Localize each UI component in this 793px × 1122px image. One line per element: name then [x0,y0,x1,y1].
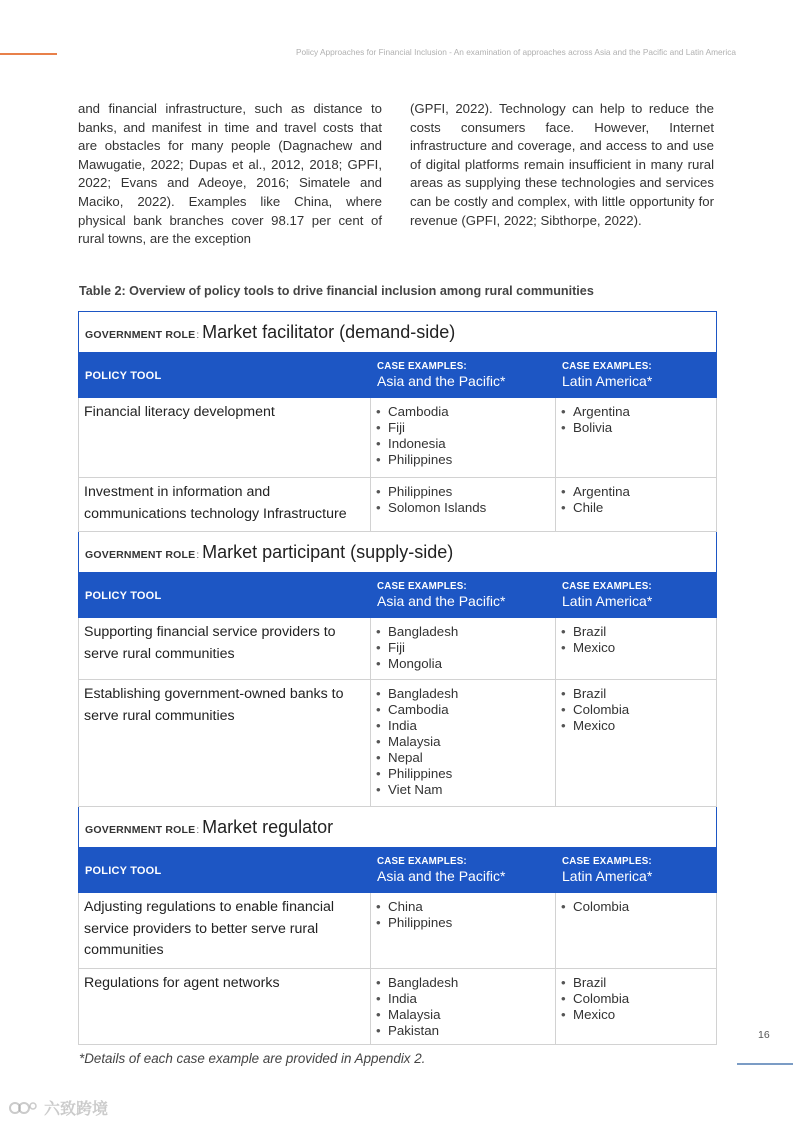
bullet-icon: • [561,640,566,655]
bullet-icon: • [376,640,381,655]
bullet-icon: • [561,990,566,1006]
policy-tool-cell: Financial literacy development [79,398,371,478]
bullet-icon: • [376,656,381,671]
case-examples-latam-cell [556,398,717,478]
list-item [561,640,711,656]
country-name: Mexico [573,1006,616,1022]
header-asia-label: Asia and the Pacific* [377,868,506,884]
bullet-icon: • [376,750,381,765]
table-header-row [79,353,717,398]
government-role-value: Market participant (supply-side) [202,541,454,562]
list-item [376,718,550,734]
bullet-icon: • [376,782,381,797]
table-header-row [79,573,717,618]
country-name: Philippines [388,766,453,781]
government-role-separator: : [196,824,200,836]
list-item [561,624,711,640]
country-name: Fiji [388,420,405,435]
bullet-icon: • [561,624,566,639]
government-role-row [79,807,717,848]
country-name: Pakistan [388,1022,439,1038]
case-examples-asia-list [376,899,550,931]
case-examples-asia-list [376,975,550,1039]
list-item [376,782,550,798]
list-item [376,991,550,1007]
country-name: Nepal [388,750,423,765]
country-name: India [388,718,417,733]
header-asia-label: Asia and the Pacific* [377,373,506,389]
header-case-examples-label: CASE EXAMPLES: [377,361,467,372]
case-examples-asia-cell [371,398,556,478]
header-asia [371,353,556,398]
list-item [561,975,711,991]
bullet-icon: • [376,452,381,467]
bullet-icon: • [376,686,381,701]
bullet-icon: • [376,734,381,749]
table-body [79,312,717,1045]
intro-left-column: and financial infrastructure, such as distance to banks, and manifest in time and travel costs that are obstacles for many people (Dagnachew and Mawugatie, 2022; Dupas et al., 2012, 2018; GPFI, 2022; Evans and Adeoye, 2016; Simatele and Maciko, 2022). Examples like China, where physical bank branches cover 98.17 per cent of rural towns, are the exception [78,101,382,247]
bullet-icon: • [376,1022,381,1038]
footer-accent-rule [737,1063,793,1065]
list-item [376,766,550,782]
policy-tool-cell: Adjusting regulations to enable financial service providers to better serve rural communities [79,893,371,969]
intro-text [78,100,714,249]
header-latam-label: Latin America* [562,868,653,884]
case-examples-latam-cell [556,968,717,1044]
page-number: 16 [758,1029,770,1041]
government-role-label: GOVERNMENT ROLE [85,823,196,836]
government-role-cell [79,807,717,848]
country-name: Chile [573,500,604,515]
case-examples-latam-list [561,624,711,656]
policy-tool-cell: Regulations for agent networks [79,968,371,1044]
bullet-icon: • [376,404,381,419]
bullet-icon: • [561,404,566,419]
list-item [376,452,550,468]
header-case-examples-label: CASE EXAMPLES: [562,361,652,372]
country-name: Philippines [388,484,453,499]
header-policy-tool-label: POLICY TOOL [85,370,162,382]
government-role-separator: : [196,329,200,341]
table-row [79,680,717,807]
bullet-icon: • [376,899,381,914]
country-name: Fiji [388,640,405,655]
policy-tool-cell: Investment in information and communications technology Infrastructure [79,478,371,532]
bullet-icon: • [376,766,381,781]
bullet-icon: • [561,1006,566,1022]
footnote: *Details of each case example are provided in Appendix 2. [79,1051,426,1066]
country-name: Malaysia [388,734,441,749]
list-item [561,500,711,516]
header-asia-label: Asia and the Pacific* [377,593,506,609]
policy-tools-table [78,311,717,1045]
case-examples-asia-cell [371,968,556,1044]
running-header: Policy Approaches for Financial Inclusion - An examination of approaches across Asia and the Pacific and Latin America [296,47,736,57]
header-policy-tool [79,573,371,618]
case-examples-asia-cell [371,618,556,680]
header-case-examples-label: CASE EXAMPLES: [377,856,467,867]
list-item [376,484,550,500]
country-name: Cambodia [388,404,449,419]
country-name: Colombia [573,899,630,914]
header-case-examples-label: CASE EXAMPLES: [377,581,467,592]
header-latam [556,848,717,893]
country-name: Argentina [573,484,630,499]
government-role-value: Market facilitator (demand-side) [202,321,456,342]
header-asia [371,848,556,893]
country-name: Philippines [388,452,453,467]
bullet-icon: • [376,974,381,990]
case-examples-asia-cell [371,893,556,969]
list-item [376,624,550,640]
government-role-cell [79,532,717,573]
case-examples-latam-cell [556,618,717,680]
country-name: Philippines [388,915,453,930]
bullet-icon: • [561,420,566,435]
list-item [561,702,711,718]
list-item [561,718,711,734]
policy-tool-cell: Establishing government-owned banks to serve rural communities [79,680,371,807]
bullet-icon: • [376,1006,381,1022]
bullet-icon: • [376,624,381,639]
case-examples-asia-list [376,686,550,798]
bullet-icon: • [376,436,381,451]
list-item [376,436,550,452]
intro-right-column: (GPFI, 2022). Technology can help to reduce the costs consumers face. However, Internet infrastructure and coverage, and access to and use of digital platforms remain insufficient in many rural areas as supplying these technologies and services can be costly and complex, with little opportunity for revenue (GPFI, 2022; Sibthorpe, 2022). [410,101,714,228]
country-name: Mexico [573,640,616,655]
case-examples-latam-list [561,899,711,915]
case-examples-asia-cell [371,478,556,532]
list-item [561,899,711,915]
bullet-icon: • [561,500,566,515]
government-role-cell [79,312,717,353]
list-item [376,750,550,766]
case-examples-latam-cell [556,478,717,532]
list-item [376,1023,550,1039]
country-name: Indonesia [388,436,446,451]
bullet-icon: • [376,420,381,435]
list-item [376,686,550,702]
table-header-row [79,848,717,893]
header-policy-tool [79,353,371,398]
case-examples-latam-list [561,404,711,436]
government-role-row [79,312,717,353]
country-name: Brazil [573,974,607,990]
watermark [8,1096,108,1119]
bullet-icon: • [561,702,566,717]
watermark-text: 六致跨境 [44,1101,109,1118]
case-examples-asia-list [376,404,550,468]
government-role-label: GOVERNMENT ROLE [85,328,196,341]
government-role-label: GOVERNMENT ROLE [85,548,196,561]
bullet-icon: • [376,500,381,515]
country-name: Mexico [573,718,616,733]
header-policy-tool-label: POLICY TOOL [85,590,162,602]
country-name: Viet Nam [388,782,443,797]
bullet-icon: • [561,718,566,733]
country-name: China [388,899,423,914]
list-item [561,484,711,500]
header-latam-label: Latin America* [562,373,653,389]
header-policy-tool-label: POLICY TOOL [85,865,162,877]
list-item [376,915,550,931]
list-item [376,899,550,915]
country-name: Cambodia [388,702,449,717]
bullet-icon: • [561,899,566,914]
table-row [79,893,717,969]
list-item [561,420,711,436]
country-name: Bangladesh [388,624,459,639]
bullet-icon: • [376,702,381,717]
header-case-examples-label: CASE EXAMPLES: [562,581,652,592]
country-name: Argentina [573,404,630,419]
country-name: Brazil [573,686,607,701]
bullet-icon: • [561,974,566,990]
list-item [561,404,711,420]
country-name: Colombia [573,990,630,1006]
list-item [561,686,711,702]
country-name: Solomon Islands [388,500,487,515]
watermark-logo-icon [8,1100,38,1116]
bullet-icon: • [376,990,381,1006]
list-item [376,640,550,656]
country-name: Bolivia [573,420,613,435]
table-row [79,398,717,478]
government-role-row [79,532,717,573]
list-item [376,656,550,672]
government-role-value: Market regulator [202,816,334,837]
list-item [376,734,550,750]
header-latam [556,353,717,398]
header-latam-label: Latin America* [562,593,653,609]
table-caption: Table 2: Overview of policy tools to drive financial inclusion among rural communities [79,284,594,298]
bullet-icon: • [376,915,381,930]
country-name: Colombia [573,702,630,717]
bullet-icon: • [561,686,566,701]
header-latam [556,573,717,618]
policy-tool-cell: Supporting financial service providers to serve rural communities [79,618,371,680]
header-case-examples-label: CASE EXAMPLES: [562,856,652,867]
header-policy-tool [79,848,371,893]
table-row [79,968,717,1044]
case-examples-latam-list [561,975,711,1023]
country-name: Brazil [573,624,607,639]
bullet-icon: • [376,484,381,499]
list-item [561,1007,711,1023]
list-item [376,420,550,436]
country-name: Mongolia [388,656,442,671]
list-item [376,975,550,991]
list-item [376,404,550,420]
header-accent-rule [0,53,57,55]
case-examples-latam-list [561,484,711,516]
list-item [376,702,550,718]
bullet-icon: • [561,484,566,499]
list-item [376,500,550,516]
table-row [79,478,717,532]
header-asia [371,573,556,618]
table-row [79,618,717,680]
country-name: Malaysia [388,1006,441,1022]
country-name: Bangladesh [388,686,459,701]
case-examples-latam-cell [556,893,717,969]
country-name: Bangladesh [388,974,459,990]
case-examples-asia-list [376,484,550,516]
list-item [561,991,711,1007]
case-examples-asia-list [376,624,550,672]
country-name: India [388,990,417,1006]
bullet-icon: • [376,718,381,733]
case-examples-latam-list [561,686,711,734]
case-examples-asia-cell [371,680,556,807]
government-role-separator: : [196,549,200,561]
list-item [376,1007,550,1023]
case-examples-latam-cell [556,680,717,807]
